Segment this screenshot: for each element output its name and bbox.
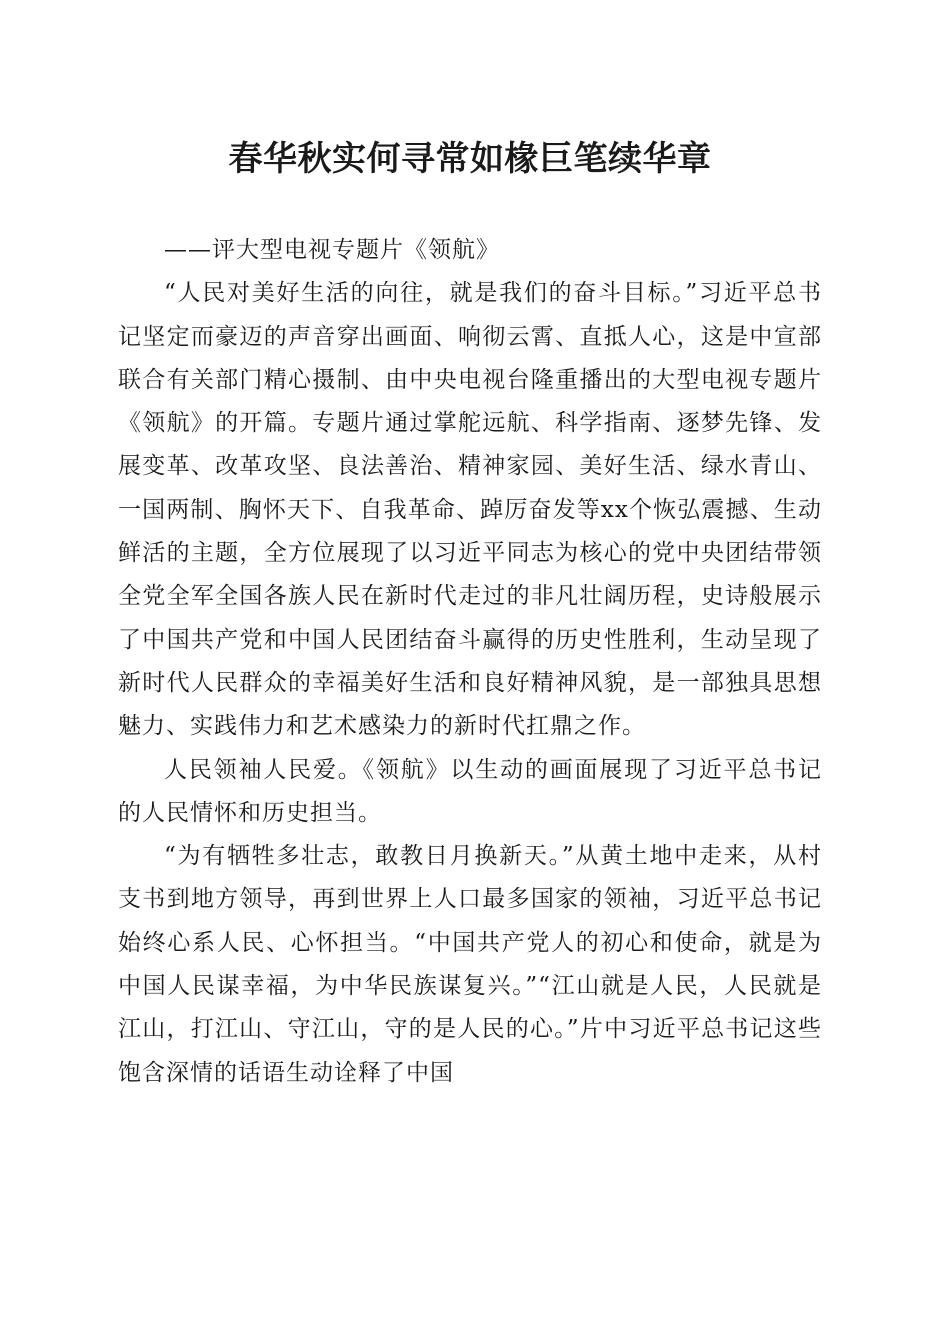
- paragraph-3: “为有牺牲多壮志，敢教日月换新天。”从黄土地中走来，从村支书到地方领导，再到世界上人口最多国家的领袖，习近平总书记始终心系人民、心怀担当。“中国共产党人的初心和使命，就是为中国人民谋幸福，为中华民族谋复兴。”“江山就是人民，人民就是江山，打江山、守江山，守的是人民的心。”片中习近平总书记这些饱含深情的话语生动诠释了中国: [118, 843, 822, 1086]
- document-subtitle: ——评大型电视专题片《领航》: [164, 237, 500, 263]
- paragraph-2: 人民领袖人民爱。《领航》以生动的画面展现了习近平总书记的人民情怀和历史担当。: [118, 756, 822, 826]
- paragraph-1: “人民对美好生活的向往，就是我们的奋斗目标。”习近平总书记坚定而豪迈的声音穿出画面、响彻云霄、直抵人心，这是中宣部联合有关部门精心摄制、由中央电视台隆重播出的大型电视专题片《领航》的开篇。专题片通过掌舵远航、科学指南、逐梦先锋、发展变革、改革攻坚、良法善治、精神家园、美好生活、绿水青山、一国两制、胸怀天下、自我革命、踔厉奋发等xx个恢弘震撼、生动鲜活的主题，全方位展现了以习近平同志为核心的党中央团结带领全党全军全国各族人民在新时代走过的非凡壮阔历程，史诗般展示了中国共产党和中国人民团结奋斗赢得的历史性胜利，生动呈现了新时代人民群众的幸福美好生活和良好精神风貌，是一部独具思想魅力、实践伟力和艺术感染力的新时代扛鼎之作。: [118, 280, 822, 740]
- document-title: 春华秋实何寻常如椽巨笔续华章: [228, 139, 712, 179]
- document-body: [118, 229, 822, 1095]
